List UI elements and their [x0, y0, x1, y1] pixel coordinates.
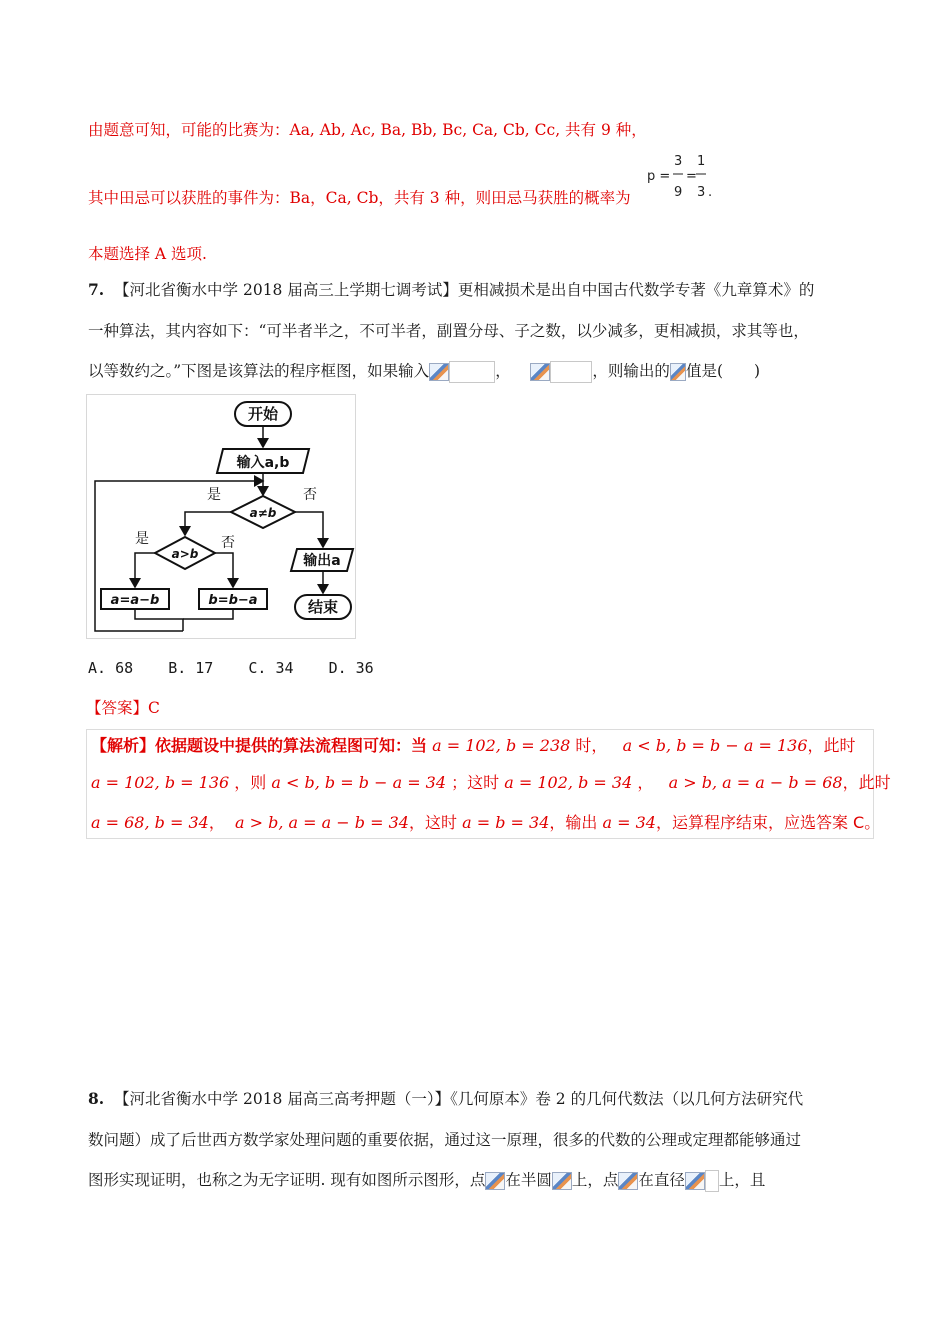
analysis-row3 [91, 810, 880, 833]
q7-number: 7. [88, 280, 105, 299]
analysis-math: a = 102, b = 238 [432, 736, 571, 755]
q8-text3d: 在直径 [638, 1171, 685, 1189]
image-placeholder-box [550, 361, 592, 383]
flow-output-label: 输出a [303, 553, 341, 569]
q7-choices [88, 659, 400, 677]
analysis-text: 时， [575, 736, 608, 755]
analysis-text: ，此时 [842, 773, 891, 792]
analysis-text: ；这时 [451, 773, 500, 792]
frac-d1: 9 [674, 185, 683, 200]
q7-analysis-box [86, 729, 891, 839]
image-placeholder-box [705, 1170, 719, 1192]
analysis-text: ，则 [234, 773, 267, 792]
prev-solution-line3: 本题选择 A 选项. [88, 245, 207, 263]
q7-line3 [88, 359, 760, 383]
q8-text1: 【河北省衡水中学 2018 届高三高考押题（一）】《几何原本》卷 2 的几何代数法（以几何方法研究代 [114, 1090, 804, 1108]
analysis-math: a < b, b = b − a = 34 [271, 773, 447, 792]
broken-image-icon [685, 1172, 705, 1190]
flow-no1-label: 否 [303, 487, 317, 503]
flow-input-label: 输入a,b [236, 455, 290, 471]
analysis-text: ，运算程序结束，应选答案 C。 [655, 813, 881, 832]
q8-text3a: 图形实现证明，也称之为无字证明. 现有如图所示图形，点 [88, 1171, 486, 1189]
prev-solution-line1: 由题意可知，可能的比赛为：Aa, Ab, Ac, Ba, Bb, Bc, Ca, Cb, Cc, 共有 9 种， [88, 121, 647, 139]
analysis-math: a = b = 34 [462, 813, 550, 832]
q7-text3b: ， [495, 362, 511, 380]
broken-image-icon [618, 1172, 638, 1190]
broken-image-icon [552, 1172, 572, 1190]
flowchart [86, 394, 356, 639]
flow-start-label: 开始 [247, 405, 279, 423]
q8-text3b: 在半圆 [505, 1171, 552, 1189]
analysis-math: a = 102, b = 136 [91, 773, 230, 792]
analysis-row2 [91, 770, 891, 793]
analysis-text: 【解析】依据题设中提供的算法流程图可知：当 [91, 736, 428, 755]
analysis-math: a = 102, b = 34 [504, 773, 633, 792]
q7-text3d: 值是( ) [685, 362, 761, 380]
image-placeholder-box [449, 361, 495, 383]
flow-assign-a-label: a=a−b [110, 593, 160, 608]
analysis-math: a < b, b = b − a = 136 [622, 736, 808, 755]
analysis-text: ，输出 [549, 813, 598, 832]
analysis-math: a > b, a = a − b = 34 [235, 813, 409, 832]
flow-cond2-label: a>b [171, 547, 199, 561]
q7-text3c: ，则输出的 [592, 362, 670, 380]
q8-line3 [88, 1168, 765, 1192]
q7-line1 [88, 278, 814, 300]
analysis-row1 [91, 733, 856, 756]
frac-p: p = [647, 169, 671, 184]
q7-text3a: 以等数约之。”下图是该算法的程序框图，如果输入 [88, 362, 430, 380]
analysis-math: a = 34 [602, 813, 656, 832]
q7-answer: 【答案】C [86, 699, 160, 717]
flow-cond1-label: a≠b [249, 506, 277, 520]
q7-text1: 【河北省衡水中学 2018 届高三上学期七调考试】更相减损术是出自中国古代数学专著《九章算术》的 [114, 281, 815, 299]
flow-end-label: 结束 [307, 598, 339, 616]
q7-line2: 一种算法，其内容如下：“可半者半之，不可半者，副置分母、子之数，以少减多，更相减损，求其等也， [88, 322, 809, 340]
broken-image-icon [485, 1172, 505, 1190]
choice-a: A. 68 [88, 659, 134, 677]
prev-solution-line2: 其中田忌可以获胜的事件为：Ba，Ca, Cb，共有 3 种，则田忌马获胜的概率为 [88, 189, 631, 207]
frac-d2: 3 [697, 185, 706, 200]
frac-n2: 1 [697, 154, 706, 169]
broken-image-icon [429, 363, 449, 381]
q8-text3c: 上，点 [571, 1171, 619, 1189]
analysis-text: ，这时 [408, 813, 457, 832]
analysis-math: a > b, a = a − b = 68 [668, 773, 843, 792]
choice-d: D. 36 [328, 659, 374, 677]
choice-b: B. 17 [168, 659, 214, 677]
broken-image-icon [670, 363, 686, 381]
probability-fraction [647, 152, 717, 206]
flow-assign-b-label: b=b−a [208, 593, 258, 608]
frac-n1: 3 [674, 154, 683, 169]
broken-image-icon [530, 363, 550, 381]
flow-no2-label: 否 [221, 535, 235, 551]
analysis-text: ， [208, 813, 225, 832]
analysis-text: ，此时 [807, 736, 856, 755]
q8-text3e: 上，且 [718, 1171, 766, 1189]
flow-yes2-label: 是 [135, 531, 149, 547]
q8-number: 8. [88, 1089, 105, 1108]
flow-yes1-label: 是 [207, 487, 221, 503]
analysis-text: ， [637, 773, 654, 792]
frac-eq: = [686, 169, 697, 184]
choice-c: C. 34 [248, 659, 294, 677]
analysis-math: a = 68, b = 34 [91, 813, 209, 832]
q8-line1 [88, 1087, 803, 1109]
q8-line2: 数问题）成了后世西方数学家处理问题的重要依据，通过这一原理，很多的代数的公理或定理都能够通过 [88, 1131, 802, 1149]
frac-end: . [708, 185, 713, 200]
